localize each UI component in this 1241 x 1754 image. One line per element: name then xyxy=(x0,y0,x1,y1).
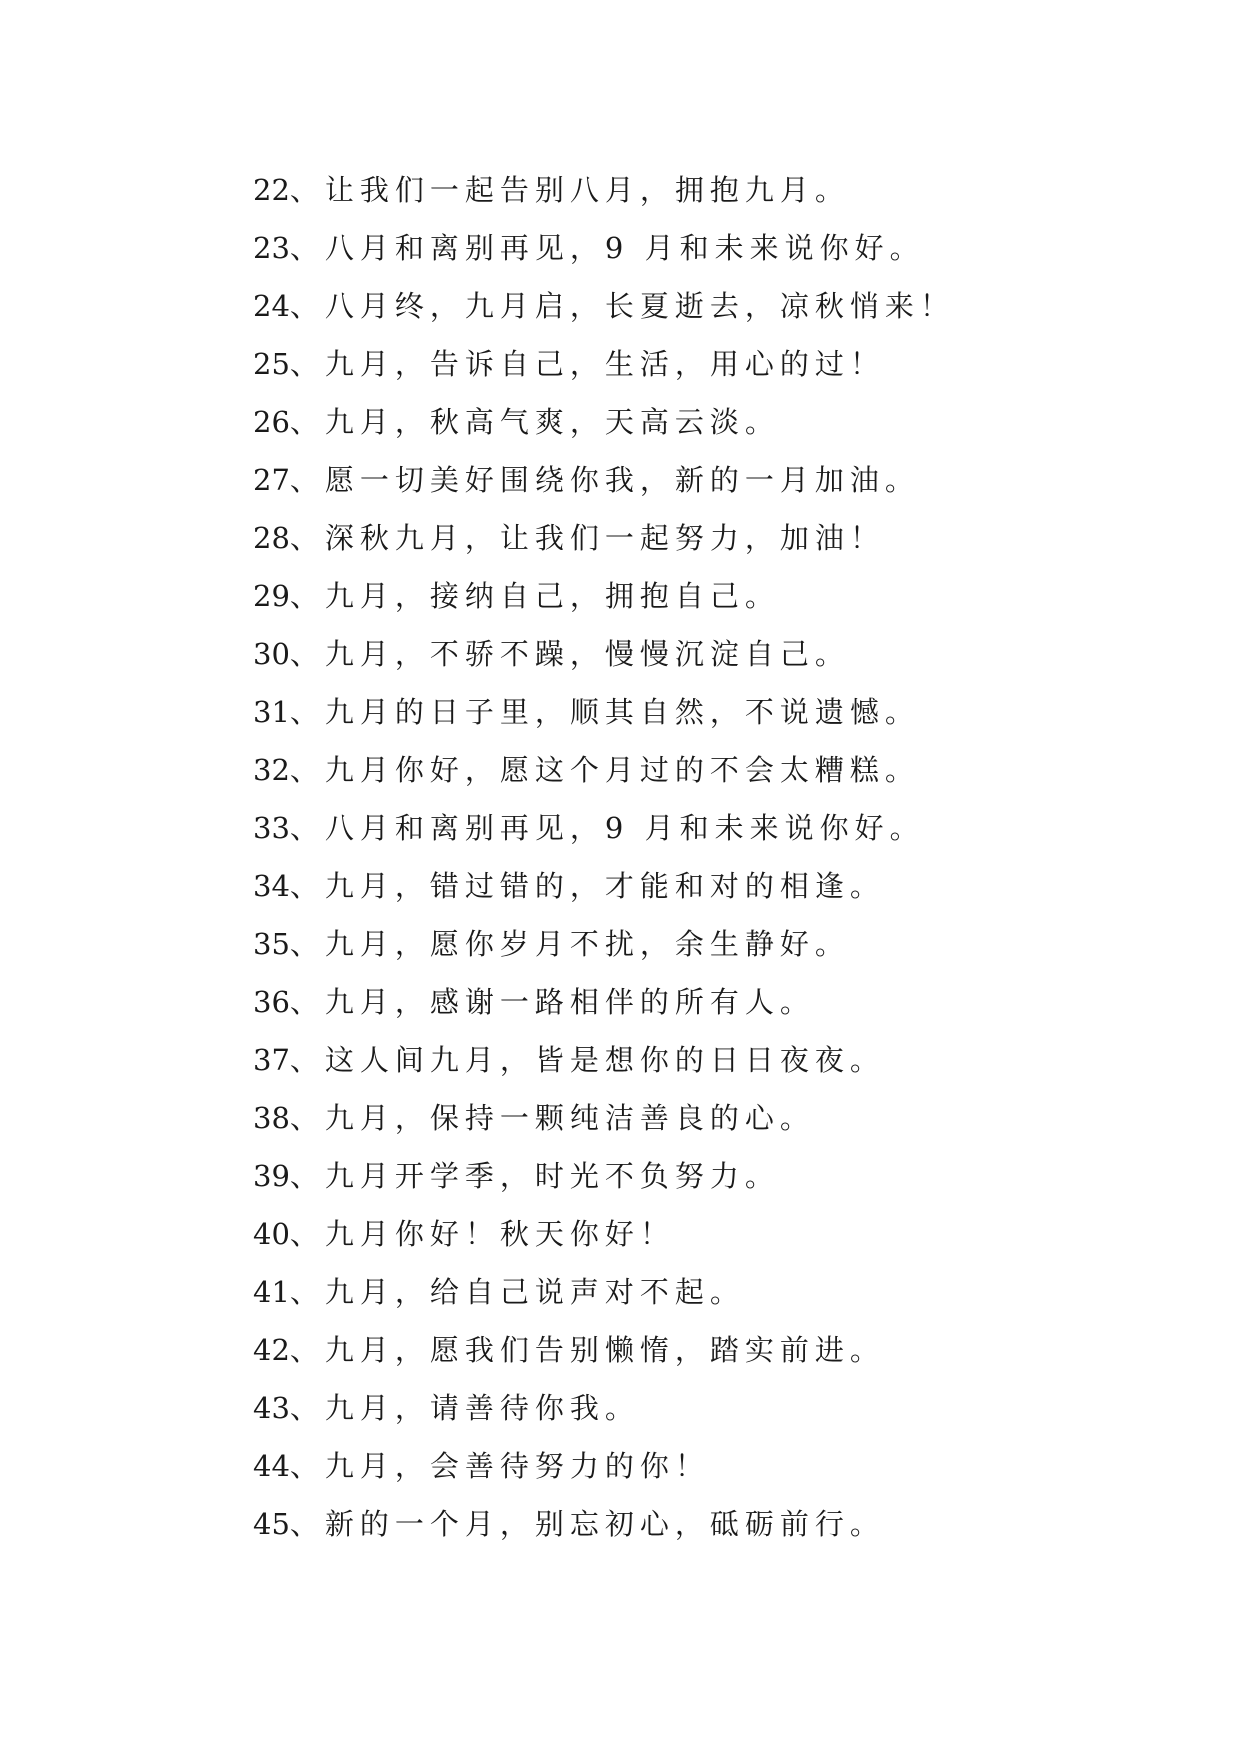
list-item xyxy=(253,799,1153,857)
item-number: 40 xyxy=(253,1217,290,1251)
item-text: 、九月，错过错的，才能和对的相逢。 xyxy=(289,869,885,903)
list-item xyxy=(253,451,1153,509)
item-text: 、新的一个月，别忘初心，砥砺前行。 xyxy=(289,1507,885,1541)
item-number: 32 xyxy=(253,753,290,787)
item-number: 45 xyxy=(253,1507,290,1541)
list-item xyxy=(253,1089,1153,1147)
item-number: 27 xyxy=(253,463,290,497)
list-item xyxy=(253,393,1153,451)
item-text: 、九月，接纳自己，拥抱自己。 xyxy=(289,579,780,613)
item-text: 、八月和离别再见，9 月和未来说你好。 xyxy=(289,231,925,265)
item-number: 28 xyxy=(253,521,290,555)
list-item xyxy=(253,915,1153,973)
list-item xyxy=(253,625,1153,683)
list-item xyxy=(253,857,1153,915)
item-text: 、愿一切美好围绕你我，新的一月加油。 xyxy=(289,463,920,497)
list-item xyxy=(253,335,1153,393)
item-text: 、八月和离别再见，9 月和未来说你好。 xyxy=(289,811,925,845)
list-item xyxy=(253,509,1153,567)
item-text: 、九月，愿我们告别懒惰，踏实前进。 xyxy=(289,1333,885,1367)
list-item xyxy=(253,1263,1153,1321)
list-item xyxy=(253,1321,1153,1379)
item-text: 、八月终，九月启，长夏逝去，凉秋悄来！ xyxy=(289,289,955,323)
item-text: 、九月，愿你岁月不扰，余生静好。 xyxy=(289,927,850,961)
item-text: 、九月你好，愿这个月过的不会太糟糕。 xyxy=(289,753,920,787)
list-item xyxy=(253,973,1153,1031)
item-number: 26 xyxy=(253,405,290,439)
item-number: 36 xyxy=(253,985,290,1019)
item-number: 33 xyxy=(253,811,290,845)
item-number: 42 xyxy=(253,1333,290,1367)
item-number: 22 xyxy=(253,173,290,207)
item-number: 24 xyxy=(253,289,290,323)
item-number: 30 xyxy=(253,637,290,671)
list-item xyxy=(253,219,1153,277)
item-text: 、九月，给自己说声对不起。 xyxy=(289,1275,745,1309)
item-number: 34 xyxy=(253,869,290,903)
item-text: 、九月，秋高气爽，天高云淡。 xyxy=(289,405,780,439)
quote-list xyxy=(253,161,1153,1553)
item-text: 、九月，感谢一路相伴的所有人。 xyxy=(289,985,815,1019)
item-text: 、九月，告诉自己，生活，用心的过！ xyxy=(289,347,885,381)
item-number: 39 xyxy=(253,1159,290,1193)
list-item xyxy=(253,161,1153,219)
list-item xyxy=(253,683,1153,741)
list-item xyxy=(253,1205,1153,1263)
item-text: 、这人间九月，皆是想你的日日夜夜。 xyxy=(289,1043,885,1077)
item-number: 31 xyxy=(253,695,290,729)
list-item xyxy=(253,1437,1153,1495)
item-text: 、九月，请善待你我。 xyxy=(289,1391,640,1425)
item-number: 43 xyxy=(253,1391,290,1425)
item-text: 、九月你好！秋天你好！ xyxy=(289,1217,675,1251)
list-item xyxy=(253,567,1153,625)
item-number: 23 xyxy=(253,231,290,265)
item-text: 、九月开学季，时光不负努力。 xyxy=(289,1159,780,1193)
item-text: 、深秋九月，让我们一起努力，加油！ xyxy=(289,521,885,555)
list-item xyxy=(253,741,1153,799)
list-item xyxy=(253,1147,1153,1205)
item-text: 、九月，不骄不躁，慢慢沉淀自己。 xyxy=(289,637,850,671)
item-number: 25 xyxy=(253,347,290,381)
item-number: 35 xyxy=(253,927,290,961)
list-item xyxy=(253,1495,1153,1553)
item-text: 、九月，保持一颗纯洁善良的心。 xyxy=(289,1101,815,1135)
item-number: 44 xyxy=(253,1449,290,1483)
item-number: 41 xyxy=(253,1275,290,1309)
item-text: 、九月，会善待努力的你！ xyxy=(289,1449,710,1483)
item-number: 29 xyxy=(253,579,290,613)
list-item xyxy=(253,277,1153,335)
item-number: 37 xyxy=(253,1043,290,1077)
list-item xyxy=(253,1379,1153,1437)
item-number: 38 xyxy=(253,1101,290,1135)
list-item xyxy=(253,1031,1153,1089)
item-text: 、九月的日子里，顺其自然，不说遗憾。 xyxy=(289,695,920,729)
item-text: 、让我们一起告别八月，拥抱九月。 xyxy=(289,173,850,207)
